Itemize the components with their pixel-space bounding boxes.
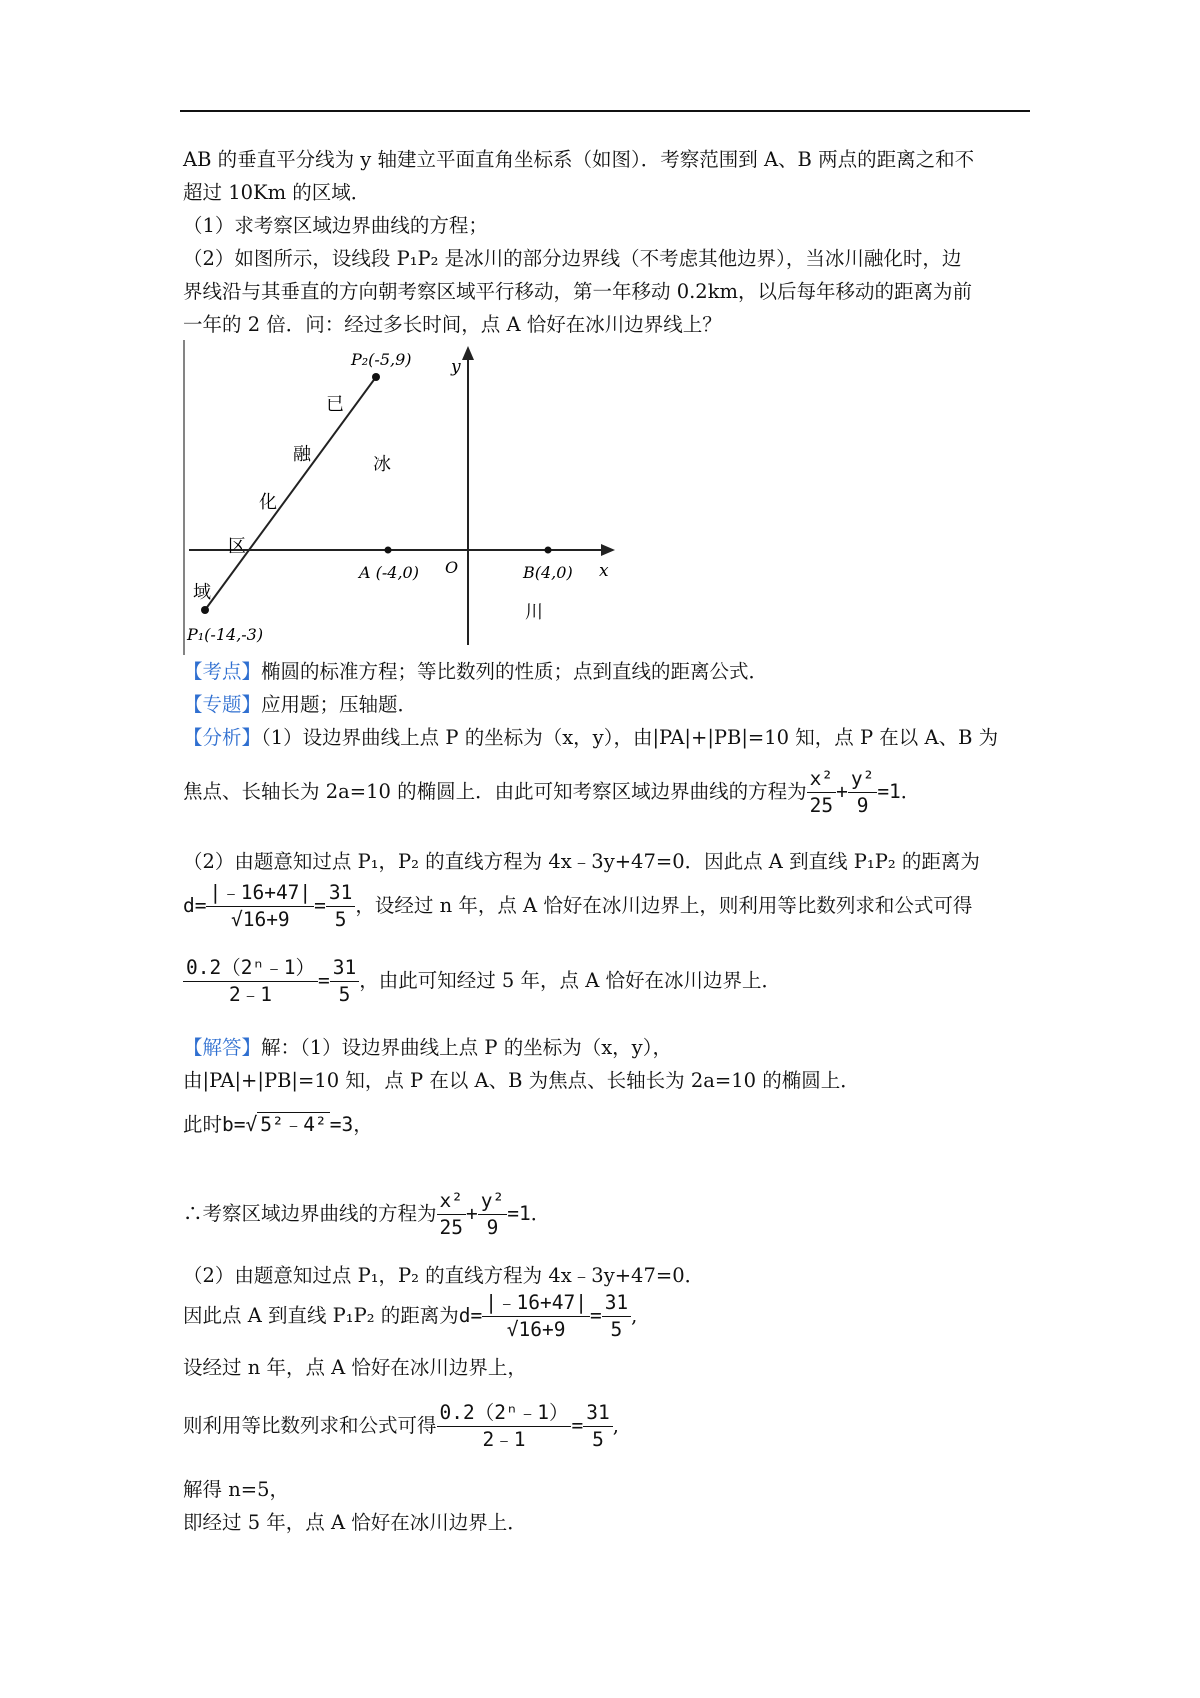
point-p1	[201, 606, 209, 614]
ellipse-x-fraction: $\frac{\text{x²}}{25}$	[807, 766, 836, 819]
problem-line-5: 界线沿与其垂直的方向朝考察区域平行移动，第一年移动 0.2km，以后每年移动的距离为前	[183, 280, 973, 303]
x-axis-label: x	[599, 561, 609, 581]
jieda-line-1	[183, 1036, 672, 1060]
zhuanti-tag: 【专题】	[183, 693, 262, 716]
sum-fraction: $\frac{\text{0.2（2ⁿ﹣1）}}{2﹣1}$	[183, 955, 318, 1008]
glacier-char-2: 川	[525, 602, 543, 623]
distance-fraction: $\frac{|﹣16+47|}{√16+9}$	[206, 880, 314, 933]
b-sqrt: 5²﹣4²	[257, 1112, 329, 1137]
answer-distance-result-fraction: $\frac{31}{5}$	[602, 1290, 631, 1343]
distance-result-fraction: $\frac{31}{5}$	[326, 880, 355, 933]
boundary-segment	[205, 377, 376, 610]
answer-distance-fraction: $\frac{|﹣16+47|}{√16+9}$	[482, 1290, 590, 1343]
point-b	[545, 547, 552, 554]
jieda-text-1: 解：（1）设边界曲线上点 P 的坐标为（x，y），	[261, 1036, 672, 1059]
p2-label: P₂(-5,9)	[351, 350, 412, 369]
point-p2	[372, 373, 380, 381]
problem-line-3: （1）求考察区域边界曲线的方程；	[183, 214, 488, 237]
kaodian-line	[183, 660, 768, 684]
jieda-line-7: 设经过 n 年，点 A 恰好在冰川边界上，	[183, 1356, 527, 1379]
glacier-char-1: 冰	[373, 454, 391, 475]
fenxi-line-1	[183, 726, 998, 750]
ellipse-y-fraction: $\frac{\text{y²}}{9}$	[848, 766, 877, 819]
p1-label: P₁(-14,-3)	[187, 625, 264, 644]
header-rule	[180, 110, 1030, 112]
answer-sum-result-fraction: $\frac{31}{5}$	[583, 1400, 612, 1453]
b-label: B(4,0)	[523, 563, 573, 582]
fenxi-line-5: $\frac{\text{0.2（2ⁿ﹣1）}}{2﹣1}$ = $\frac{31}{5}$ ，由此可知经过 5 年，点 A 恰好在冰川边界上．	[183, 955, 781, 1008]
answer-sum-fraction: $\frac{\text{0.2（2ⁿ﹣1）}}{2﹣1}$	[437, 1400, 572, 1453]
region-char-3: 化	[259, 492, 277, 513]
answer-ellipse-y-fraction: $\frac{\text{y²}}{9}$	[478, 1188, 507, 1241]
zhuanti-line	[183, 693, 417, 717]
region-char-5: 域	[193, 582, 211, 603]
answer-ellipse-x-fraction: $\frac{\text{x²}}{25}$	[437, 1188, 466, 1241]
y-axis-label: y	[451, 357, 461, 377]
jieda-tag: 【解答】	[183, 1036, 262, 1059]
point-a	[385, 547, 392, 554]
jieda-line-3: 此时b=√ 5²﹣4² =3，	[183, 1113, 373, 1136]
problem-line-6: 一年的 2 倍．问：经过多长时间，点 A 恰好在冰川边界线上？	[183, 313, 722, 336]
jieda-line-4: ∴考察区域边界曲线的方程为 $\frac{\text{x²}}{25}$ + $\frac{\text{y²}}{9}$ =1．	[183, 1189, 551, 1239]
region-char-4: 区	[228, 536, 246, 557]
jieda-line-8: 则利用等比数列求和公式可得 $\frac{\text{0.2（2ⁿ﹣1）}}{2﹣1}$ = $\frac{31}{5}$ ,	[183, 1401, 619, 1451]
fenxi-text-1: （1）设边界曲线上点 P 的坐标为（x，y），由|PA|+|PB|=10 知，点 P 在以 A、B 为	[261, 726, 999, 749]
fenxi-line-2: 焦点、长轴长为 2a=10 的椭圆上．由此可知考察区域边界曲线的方程为 $\frac{\text{x²}}{25}$ + $\frac{\text{y²}}{9}$ =1．	[183, 767, 921, 817]
zhuanti-text: 应用题；压轴题．	[261, 693, 418, 716]
fenxi-text-5: ，由此可知经过 5 年，点 A 恰好在冰川边界上．	[359, 969, 781, 992]
fenxi-text-4: ，设经过 n 年，点 A 恰好在冰川边界上，则利用等比数列求和公式可得	[355, 894, 973, 917]
region-char-2: 融	[293, 444, 311, 465]
jieda-line-10: 即经过 5 年，点 A 恰好在冰川边界上．	[183, 1511, 527, 1534]
a-label: A (-4,0)	[359, 563, 419, 582]
fenxi-text-2: 焦点、长轴长为 2a=10 的椭圆上．由此可知考察区域边界曲线的方程为	[183, 780, 807, 803]
region-char-1: 已	[326, 394, 344, 415]
problem-line-1: AB 的垂直平分线为 y 轴建立平面直角坐标系（如图）．考察范围到 A、B 两点的距离之和不	[183, 148, 975, 171]
fenxi-tag: 【分析】	[183, 726, 262, 749]
jieda-line-6: 因此点 A 到直线 P₁P₂ 的距离为d= $\frac{|﹣16+47|}{√16+9}$ = $\frac{31}{5}$ ,	[183, 1291, 638, 1341]
jieda-line-9: 解得 n=5，	[183, 1478, 290, 1501]
fenxi-line-3: （2）由题意知过点 P₁，P₂ 的直线方程为 4x﹣3y+47=0．因此点 A 到直线 P₁P₂ 的距离为	[183, 850, 980, 873]
x-axis-arrow	[601, 544, 615, 556]
y-axis-arrow	[462, 346, 474, 360]
problem-line-4: （2）如图所示，设线段 P₁P₂ 是冰川的部分边界线（不考虑其他边界），当冰川融化时，边	[183, 247, 962, 270]
coordinate-figure	[183, 340, 623, 655]
ellipse-rhs: =1．	[877, 780, 921, 803]
problem-line-2: 超过 10Km 的区域．	[183, 181, 371, 204]
sum-result-fraction: $\frac{31}{5}$	[330, 955, 359, 1008]
kaodian-text: 椭圆的标准方程；等比数列的性质；点到直线的距离公式．	[261, 660, 769, 683]
jieda-line-5: （2）由题意知过点 P₁，P₂ 的直线方程为 4x﹣3y+47=0．	[183, 1264, 705, 1287]
origin-label: O	[445, 558, 459, 577]
kaodian-tag: 【考点】	[183, 660, 262, 683]
fenxi-line-4: d= $\frac{|﹣16+47|}{√16+9}$ = $\frac{31}{5}$ ，设经过 n 年，点 A 恰好在冰川边界上，则利用等比数列求和公式可得	[183, 881, 973, 931]
jieda-line-2: 由|PA|+|PB|=10 知，点 P 在以 A、B 为焦点、长轴长为 2a=10 的椭圆上．	[183, 1069, 860, 1092]
